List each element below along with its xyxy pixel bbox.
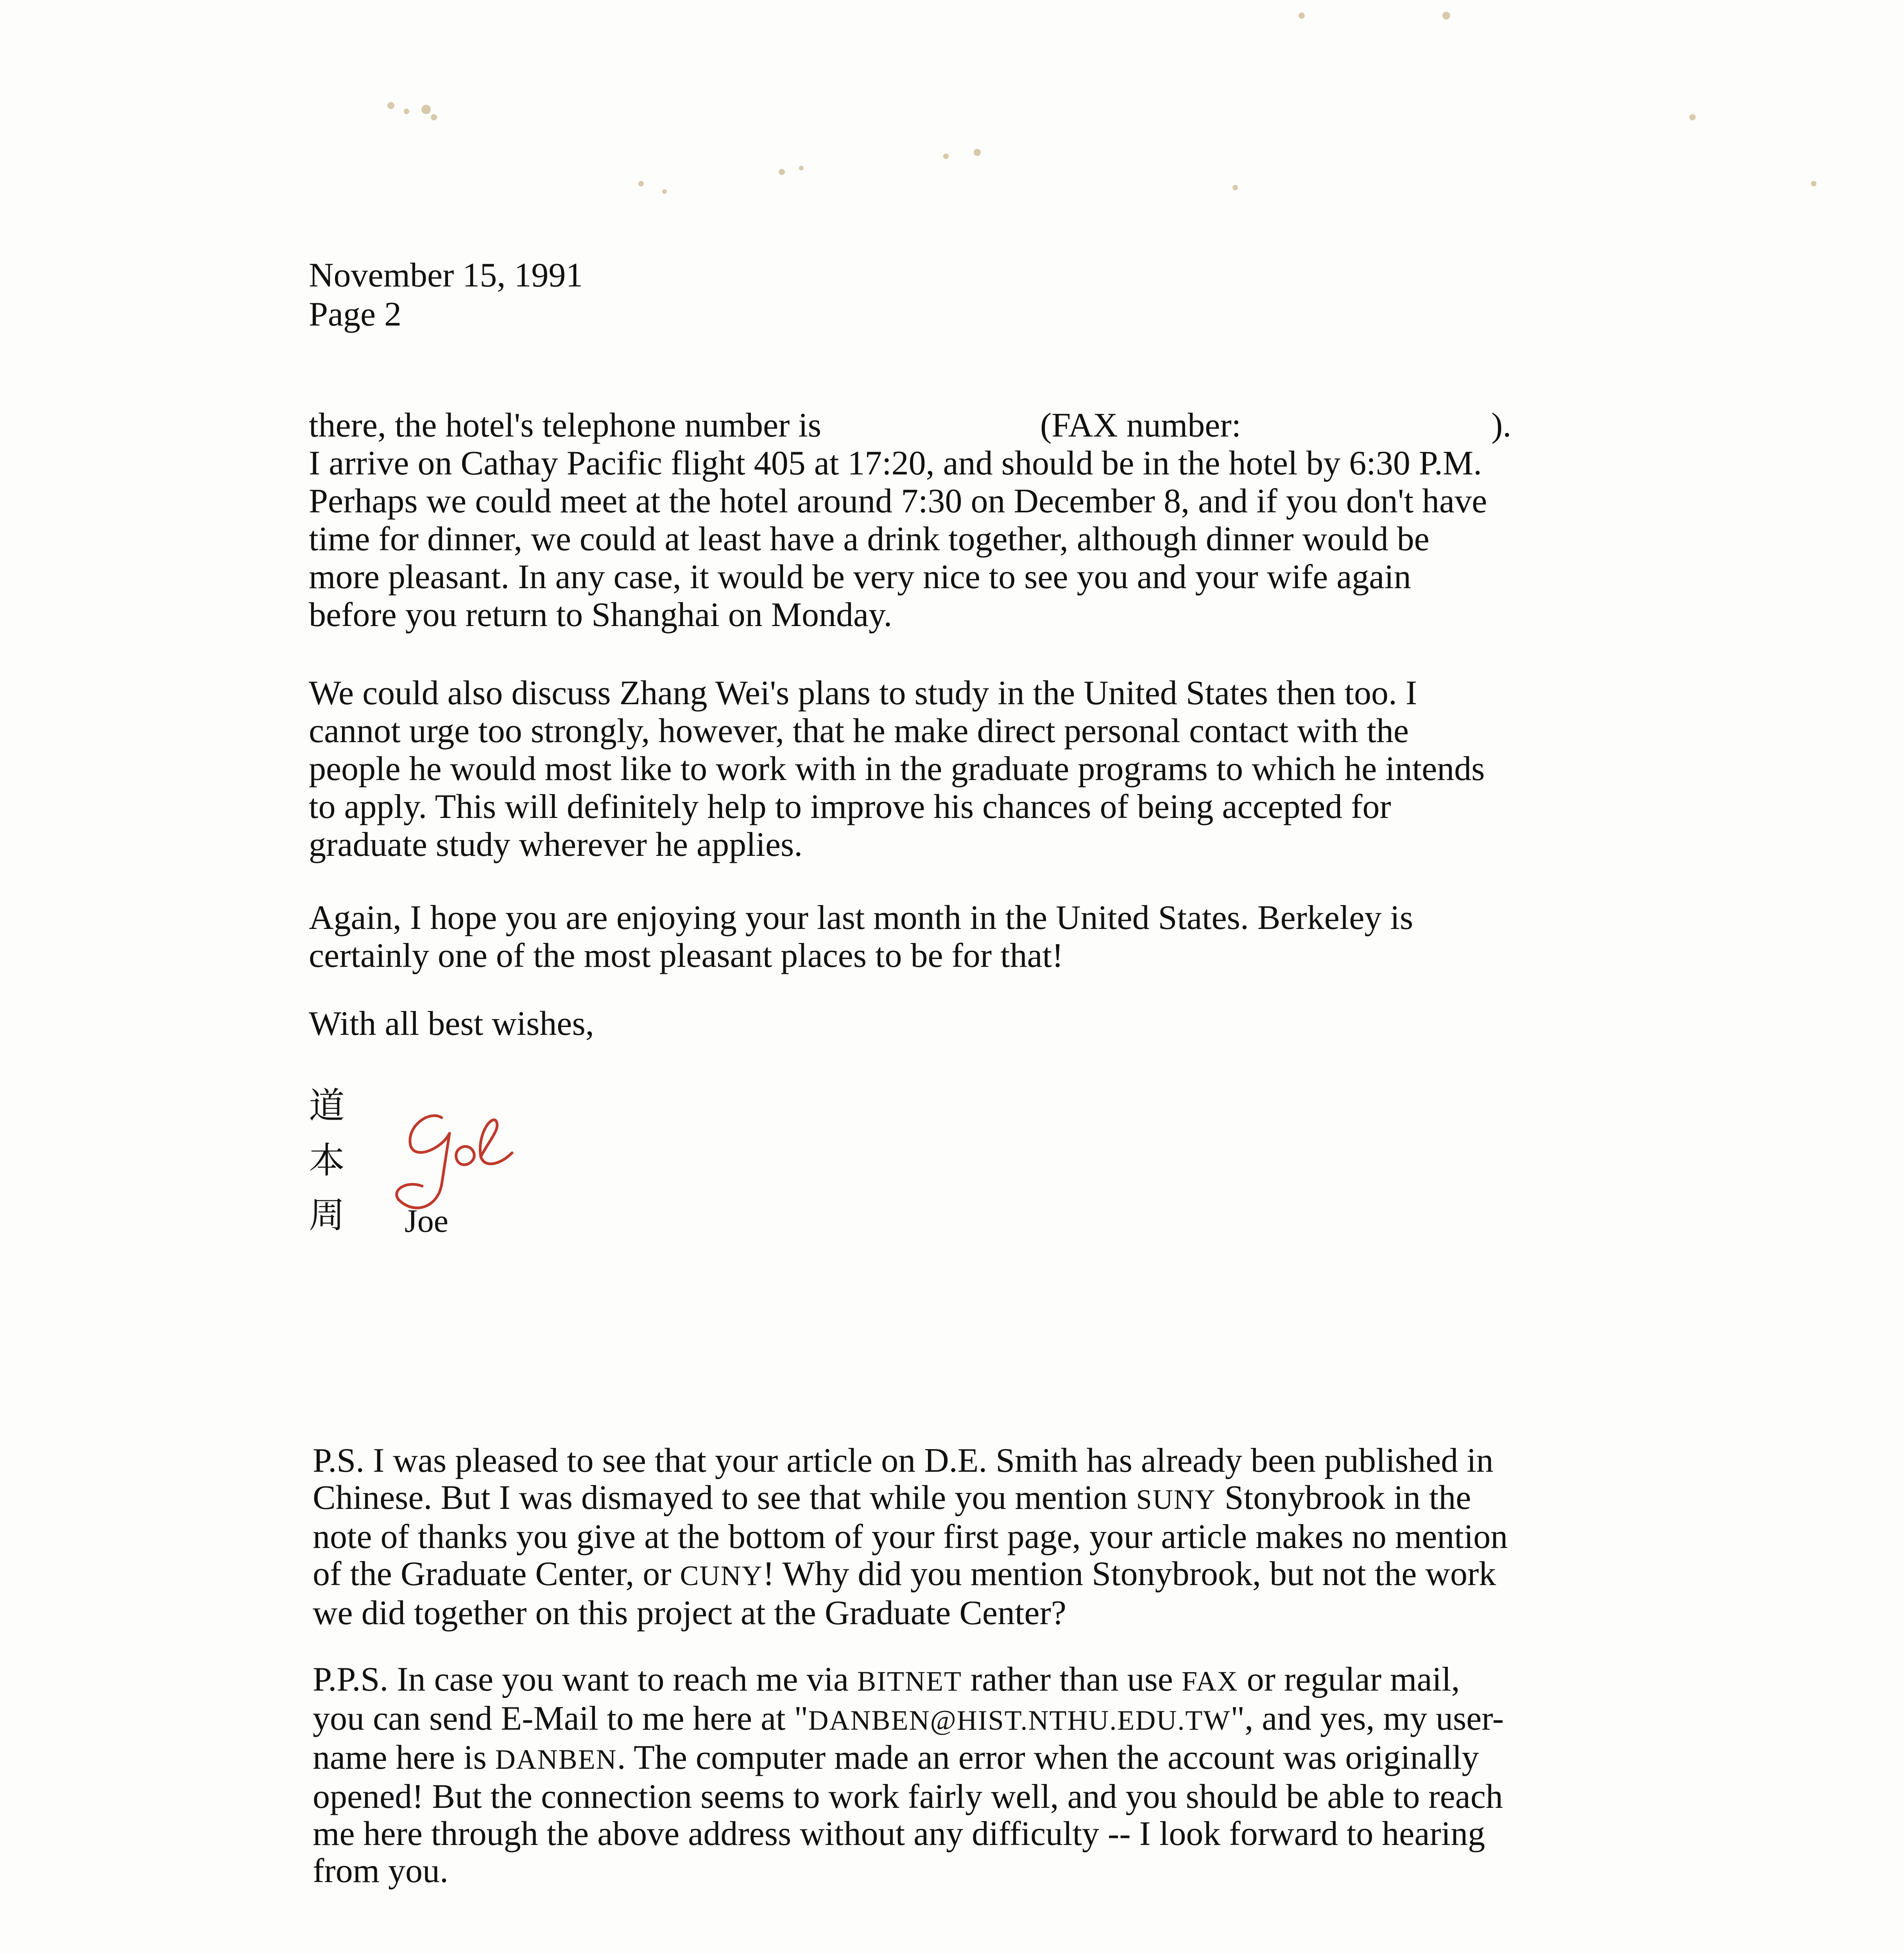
text-line: graduate study wherever he applies. xyxy=(309,826,803,864)
text-line: of the Graduate Center, or CUNY! Why did you mention Stonybrook, but not the work xyxy=(313,1555,1496,1593)
paragraph-zhang-wei xyxy=(309,674,1583,864)
text-line: more pleasant. In any case, it would be very nice to see you and your wife again xyxy=(309,558,1411,596)
text-line: Again, I hope you are enjoying your last month in the United States. Berkeley is xyxy=(309,899,1413,937)
closing-line: With all best wishes, xyxy=(309,1005,594,1043)
letter-header xyxy=(309,256,583,334)
text-line: to apply. This will definitely help to improve his chances of being accepted for xyxy=(309,788,1391,826)
email-address: DANBEN@HIST.NTHU.EDU.TW xyxy=(808,1705,1231,1736)
paper-specks xyxy=(0,0,1904,234)
text-line: I arrive on Cathay Pacific flight 405 at 17:20, and should be in the hotel by 6:30 P.M. xyxy=(309,444,1482,482)
username: DANBEN xyxy=(495,1744,617,1775)
text-line: Chinese. But I was dismayed to see that while you mention SUNY Stonybrook in the xyxy=(313,1479,1471,1517)
text-line: from you. xyxy=(313,1852,449,1890)
letter-date: November 15, 1991 xyxy=(309,256,583,294)
text-line: before you return to Shanghai on Monday. xyxy=(309,596,892,634)
text-line: We could also discuss Zhang Wei's plans to study in the United States then too. I xyxy=(309,674,1417,712)
text-line: there, the hotel's telephone number is (FAX number: ). xyxy=(309,406,1512,444)
text-line: note of thanks you give at the bottom of your first page, your article makes no mention xyxy=(313,1518,1508,1556)
paragraph-berkeley xyxy=(309,899,1583,975)
post-postscript xyxy=(313,1661,1630,1890)
chinese-char: 道 xyxy=(309,1085,345,1127)
chinese-name-seal xyxy=(309,1079,356,1243)
text-line: certainly one of the most pleasant places to be for that! xyxy=(309,937,1064,975)
text-line: P.P.S. In case you want to reach me via BITNET rather than use FAX or regular mail, xyxy=(313,1661,1460,1698)
chinese-char: 本 xyxy=(309,1140,345,1181)
postscript xyxy=(313,1442,1630,1632)
paragraph-hotel-info xyxy=(309,406,1583,634)
text-line: me here through the above address without any difficulty -- I look forward to hearing xyxy=(313,1815,1485,1853)
text-line: people he would most like to work with in the graduate programs to which he intends xyxy=(309,750,1485,788)
text-line: cannot urge too strongly, however, that he make direct personal contact with the xyxy=(309,712,1409,750)
text-line: Perhaps we could meet at the hotel around 7:30 on December 8, and if you don't have xyxy=(309,482,1487,520)
handwritten-signature xyxy=(383,1102,524,1227)
text-line: P.S. I was pleased to see that your article on D.E. Smith has already been published in xyxy=(313,1442,1494,1480)
text-line: time for dinner, we could at least have a drink together, although dinner would be xyxy=(309,520,1429,558)
page-number: Page 2 xyxy=(309,295,402,333)
text-line: name here is DANBEN. The computer made an error when the account was originally xyxy=(313,1739,1479,1777)
text-line: you can send E-Mail to me here at "DANBEN@HIST.NTHU.EDU.TW", and yes, my user- xyxy=(313,1700,1504,1737)
chinese-char: 周 xyxy=(309,1194,345,1236)
text-line: we did together on this project at the Graduate Center? xyxy=(313,1594,1066,1632)
text-line: opened! But the connection seems to work fairly well, and you should be able to reach xyxy=(313,1778,1503,1816)
typed-signature-name: Joe xyxy=(405,1203,448,1239)
